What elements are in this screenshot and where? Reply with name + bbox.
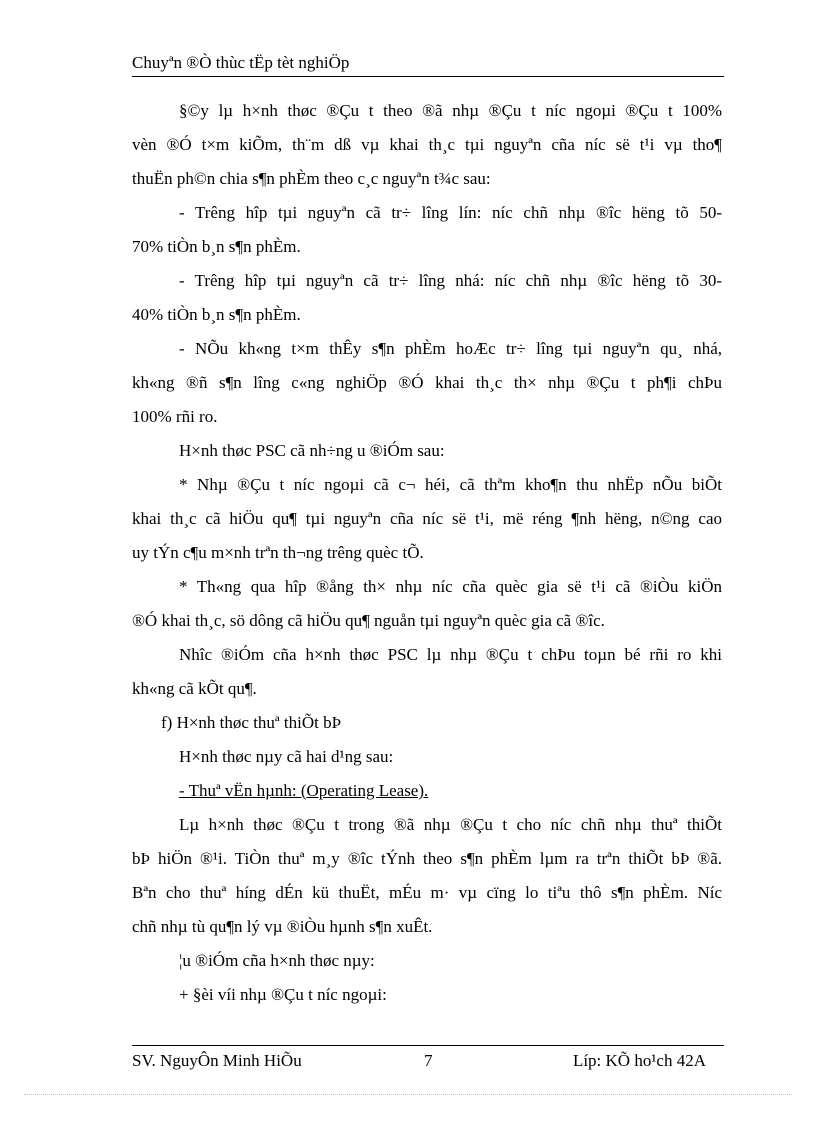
- operating-lease-label: - Thuª vËn hµnh: (Operating Lease).: [179, 781, 429, 800]
- paragraph-line: H×nh thøc PSC cã nh÷ng u ®iÓm sau:: [179, 441, 445, 460]
- footer-student-name: SV. NguyÔn Minh HiÕu: [132, 1051, 302, 1070]
- paragraph-line: H×nh thøc nµy cã hai d¹ng sau:: [179, 747, 394, 766]
- paragraph-line: 70% tiÒn b¸n s¶n phÈm.: [132, 237, 301, 256]
- paragraph-line: 100% rñi ro.: [132, 407, 218, 426]
- paragraph-line: - NÕu kh«ng t×m thÊy s¶n phÈm hoÆc tr÷ lîng tµi nguyªn qu¸ nhá,: [179, 339, 722, 358]
- paragraph-line: [132, 774, 722, 808]
- page-header: [132, 52, 724, 77]
- paragraph-line: §©y lµ h×nh thøc ®Çu t theo ®ã nhµ ®Çu t níc ngoµi ®Çu t 100%: [179, 101, 722, 120]
- page-bottom-rule: [24, 1094, 792, 1095]
- document-body: [132, 94, 722, 1012]
- paragraph-line: * Th«ng qua hîp ®ång th× nhµ níc cña quèc gia së t¹i cã ®iÒu kiÖn: [179, 577, 722, 596]
- paragraph-line: thuËn ph©n chia s¶n phÈm theo c¸c nguyªn t¾c sau:: [132, 169, 491, 188]
- paragraph-line: ®Ó khai th¸c, sö dông cã hiÖu qu¶ nguån tµi nguyªn quèc gia cã ®îc.: [132, 611, 605, 630]
- paragraph-line: * Nhµ ®Çu t níc ngoµi cã c¬ héi, cã thªm kho¶n thu nhËp nÕu biÕt: [179, 475, 722, 494]
- paragraph-line: vèn ®Ó t×m kiÕm, th¨m dß vµ khai th¸c tµi nguyªn cña níc së t¹i vµ tho¶: [132, 135, 722, 154]
- paragraph-line: bÞ hiÖn ®¹i. TiÒn thuª m¸y ®îc tÝnh theo s¶n phÈm lµm ra trªn thiÕt bÞ ®ã.: [132, 849, 722, 868]
- page-footer: [132, 1045, 724, 1076]
- paragraph-line: khai th¸c cã hiÖu qu¶ tµi nguyªn cña níc së t¹i, më réng ¶nh hëng, n©ng cao: [132, 509, 722, 528]
- paragraph-line: 40% tiÒn b¸n s¶n phÈm.: [132, 305, 301, 324]
- paragraph-line: - Trêng hîp tµi nguyªn cã tr÷ lîng lín: níc chñ nhµ ®îc hëng tõ 50-: [179, 203, 722, 222]
- footer-class-label: Líp: KÕ ho¹ch 42A: [572, 1051, 706, 1070]
- footer-page-number: 7: [424, 1051, 433, 1070]
- section-heading: f) H×nh thøc thuª thiÕt bÞ: [161, 713, 342, 732]
- paragraph-line: Bªn cho thuª híng dÉn kü thuËt, mÉu m· vµ cïng lo tiªu thô s¶n phÈm. Níc: [132, 883, 722, 902]
- paragraph-line: ¦u ®iÓm cña h×nh thøc nµy:: [179, 951, 375, 970]
- paragraph-line: chñ nhµ tù qu¶n lý vµ ®iÒu hµnh s¶n xuÊt.: [132, 917, 433, 936]
- paragraph-line: kh«ng ®ñ s¶n lîng c«ng nghiÖp ®Ó khai th¸c th× nhµ ®Çu t ph¶i chÞu: [132, 373, 722, 392]
- paragraph-line: Lµ h×nh thøc ®Çu t trong ®ã nhµ ®Çu t cho níc chñ nhµ thuª thiÕt: [179, 815, 722, 834]
- header-title: Chuyªn ®Ò thùc tËp tèt nghiÖp: [132, 53, 350, 72]
- paragraph-line: uy tÝn c¶u m×nh trªn th¬ng trêng quèc tÕ.: [132, 543, 424, 562]
- paragraph-line: Nhîc ®iÓm cña h×nh thøc PSC lµ nhµ ®Çu t chÞu toµn bé rñi ro khi: [179, 645, 722, 664]
- paragraph-line: + §èi víi nhµ ®Çu t níc ngoµi:: [179, 985, 387, 1004]
- paragraph-line: - Trêng hîp tµi nguyªn cã tr÷ lîng nhá: níc chñ nhµ ®îc hëng tõ 30-: [179, 271, 722, 290]
- paragraph-line: kh«ng cã kÕt qu¶.: [132, 679, 257, 698]
